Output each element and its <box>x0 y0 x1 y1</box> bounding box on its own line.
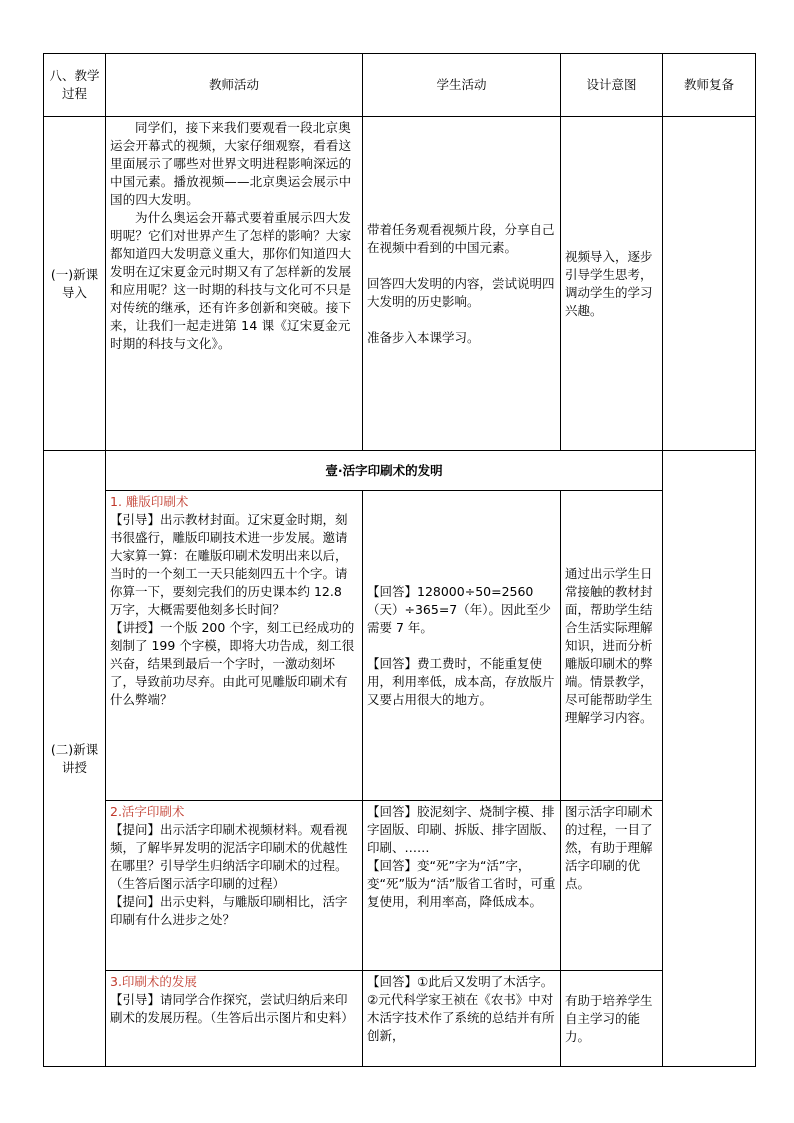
intro-student-paragraph-2: 回答四大发明的内容，尝试说明四大发明的历史影响。 <box>367 275 555 309</box>
header-teacher-review: 教师复备 <box>663 54 756 117</box>
section-intro-label: (一)新课导入 <box>44 117 106 451</box>
woodblock-student-paragraph-1: 【回答】128000÷50=2560（天）÷365=7（年）。因此至少需要 7 年。 <box>367 583 552 635</box>
movable-type-student-paragraph-2: 【回答】变“死”字为“活”字，变“死”版为“活”版省工省时，可重复使用，利用率高，降低成本。 <box>367 858 556 909</box>
woodblock-teacher-paragraph-2: 【讲授】一个版 200 个字，刻工已经成功的刻制了 199 个字模，即将大功告成，刻工很兴奋，结果到最后一个字时，一激动刻坏了，导致前功尽弃。由此可见雕版印刷术有什么弊端？ <box>110 620 355 707</box>
printing-development-teacher-paragraph-1: 【引导】请同学合作探究，尝试归纳后来印刷术的发展历程。（生答后出示图片和史料） <box>110 992 354 1025</box>
header-student-activity: 学生活动 <box>363 54 561 117</box>
movable-type-student-paragraph-1: 【回答】胶泥刻字、烧制字模、排字固版、印刷、拆版、排字固版、印刷、…… <box>367 804 555 855</box>
section-lecture-subheading: 壹·活字印刷术的发明 <box>106 451 663 491</box>
lecture-row-movable-type <box>44 801 756 971</box>
woodblock-student-paragraph-2: 【回答】费工费时，不能重复使用，利用率低，成本高，存放版片又要占用很大的地方。 <box>367 655 555 707</box>
movable-type-title: 2.活字印刷术 <box>110 804 185 819</box>
lecture-row-woodblock <box>44 491 756 801</box>
printing-development-title: 3.印刷术的发展 <box>110 974 197 989</box>
section-intro-intent <box>561 117 663 451</box>
section-intro-review <box>663 117 756 451</box>
section-lecture-label: (二)新课讲授 <box>44 451 106 1067</box>
header-row <box>44 54 756 117</box>
movable-type-teacher-paragraph-1: 【提问】出示活字印刷术视频材料。观看视频，了解毕昇发明的泥活字印刷术的优越性在哪里？引导学生归纳活字印刷术的过程。（生答后图示活字印刷的过程） <box>110 822 348 891</box>
intro-teacher-paragraph-2: 为什么奥运会开幕式要着重展示四大发明呢？它们对世界产生了怎样的影响？大家都知道四大发明意义重大，那你们知道四大发明在辽宋夏金元时期又有了怎样新的发展和应用呢？这一时期的科技与文化可不只是对传统的继承，还有许多创新和突破。接下来，让我们一起走进第 14 课《辽宋夏金元时期的科技与文化》。 <box>110 210 352 351</box>
movable-type-student <box>363 801 561 971</box>
section-intro-row <box>44 117 756 451</box>
section-intro-student <box>363 117 561 451</box>
intro-student-paragraph-1: 带着任务观看视频片段，分享自己在视频中看到的中国元素。 <box>367 221 555 255</box>
intro-teacher-paragraph-1: 同学们，接下来我们要观看一段北京奥运会开幕式的视频，大家仔细观察，看看这里面展示了哪些对世界文明进程影响深远的中国元素。播放视频——北京奥运会展示中国的四大发明。 <box>110 120 352 207</box>
woodblock-teacher-paragraph-1: 【引导】出示教材封面。辽宋夏金时期，刻书很盛行，雕版印刷技术进一步发展。邀请大家算一算：在雕版印刷术发明出来以后，当时的一个刻工一天只能刻四五十个字。请你算一下，要刻完我们的历史课本约 12.8 万字，大概需要他刻多长时间？ <box>110 512 348 617</box>
intro-intent-text: 视频导入，逐步引导学生思考，调动学生的学习兴趣。 <box>565 248 653 318</box>
woodblock-teacher <box>106 491 363 801</box>
printing-development-student <box>363 971 561 1067</box>
printing-development-student-paragraph-1: 【回答】①此后又发明了木活字。②元代科学家王祯在《农书》中对木活字技术作了系统的总结并有所创新， <box>367 974 555 1043</box>
woodblock-title: 1. 雕版印刷术 <box>110 494 189 509</box>
lesson-plan-table <box>43 53 756 1067</box>
section-lecture-heading-row <box>44 451 756 491</box>
woodblock-intent <box>561 491 663 801</box>
printing-development-teacher <box>106 971 363 1067</box>
section-lecture-review <box>663 451 756 1067</box>
printing-development-intent <box>561 971 663 1067</box>
movable-type-intent-text: 图示活字印刷术的过程，一目了然，有助于理解活字印刷的优点。 <box>565 804 653 891</box>
movable-type-teacher <box>106 801 363 971</box>
intro-student-paragraph-3: 准备步入本课学习。 <box>367 329 480 345</box>
printing-development-intent-text: 有助于培养学生自主学习的能力。 <box>565 992 653 1044</box>
woodblock-intent-text: 通过出示学生日常接触的教材封面，帮助学生结合生活实际理解知识，进而分析雕版印刷术的弊端。情景教学，尽可能帮助学生理解学习内容。 <box>565 565 653 725</box>
lecture-row-printing-development <box>44 971 756 1067</box>
woodblock-student <box>363 491 561 801</box>
header-teacher-activity: 教师活动 <box>106 54 363 117</box>
movable-type-teacher-paragraph-2: 【提问】出示史料，与雕版印刷相比，活字印刷有什么进步之处？ <box>110 894 348 927</box>
header-teaching-process: 八、教学过程 <box>44 54 106 117</box>
header-design-intent: 设计意图 <box>561 54 663 117</box>
movable-type-intent <box>561 801 663 971</box>
section-intro-teacher <box>106 117 363 451</box>
